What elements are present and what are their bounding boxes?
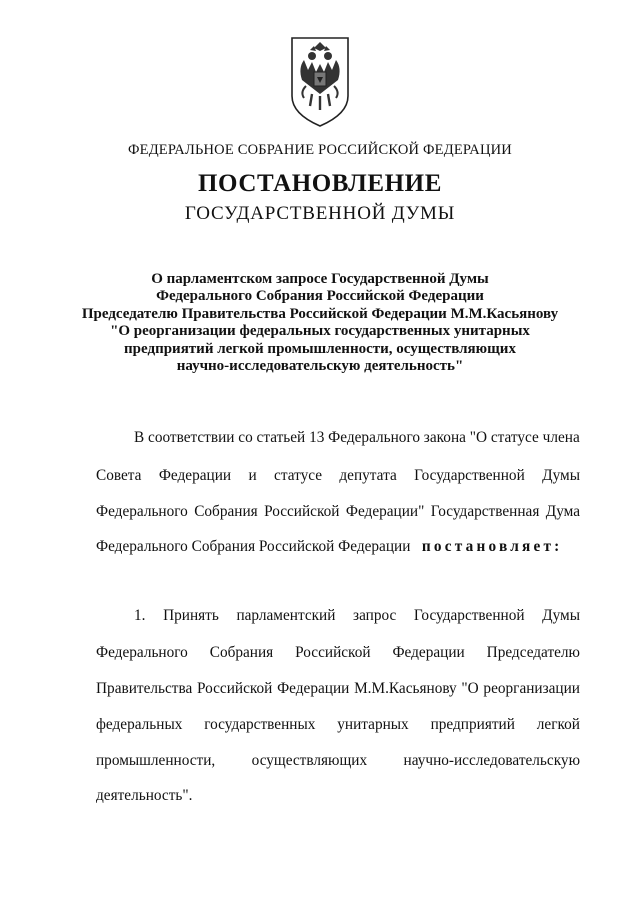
subject-line: Федерального Собрания Российской Федерации — [156, 288, 484, 305]
subject-line: О парламентском запросе Государственной Думы — [151, 271, 489, 287]
subject-line: научно-исследовательскую деятельность" — [176, 358, 464, 375]
preamble-final-line — [96, 537, 580, 557]
preamble-line: Федерального Собрания Российской Федерации — [96, 538, 411, 555]
clause-line: промышленности, осуществляющих научно-исследовательскую — [96, 752, 580, 769]
subject-line: "О реорганизации федеральных государственных унитарных — [110, 323, 530, 340]
clause-line: Правительства Российской Федерации М.М.Касьянову "О реорганизации — [96, 680, 580, 697]
decree-word: постановляет: — [421, 538, 563, 555]
preamble-line: Совета Федерации и статусе депутата Государственной Думы — [96, 467, 580, 484]
clause-line: федеральных государственных унитарных предприятий легкой — [96, 716, 580, 733]
document-type-title: ПОСТАНОВЛЕНИЕ — [197, 170, 443, 197]
subject-line: предприятий легкой промышленности, осуществляющих — [124, 340, 516, 357]
issuer-heading: ГОСУДАРСТВЕННОЙ ДУМЫ — [184, 203, 456, 224]
clause-line: Федерального Собрания Российской Федерации Председателю — [96, 644, 580, 661]
document-subject — [60, 271, 580, 375]
preamble-line: В соответствии со статьей 13 Федерального закона "О статусе члена — [134, 429, 580, 446]
preamble-line: Федерального Собрания Российской Федерации" Государственная Дума — [96, 503, 580, 520]
clause-line: 1. Принять парламентский запрос Государственной Думы — [134, 607, 580, 624]
organization-heading: ФЕДЕРАЛЬНОЕ СОБРАНИЕ РОССИЙСКОЙ ФЕДЕРАЦИИ — [128, 142, 512, 158]
clause-line: деятельность". — [96, 787, 193, 804]
subject-line: Председателю Правительства Российской Федерации М.М.Касьянову — [81, 305, 559, 322]
coat-of-arms-icon — [288, 34, 352, 128]
